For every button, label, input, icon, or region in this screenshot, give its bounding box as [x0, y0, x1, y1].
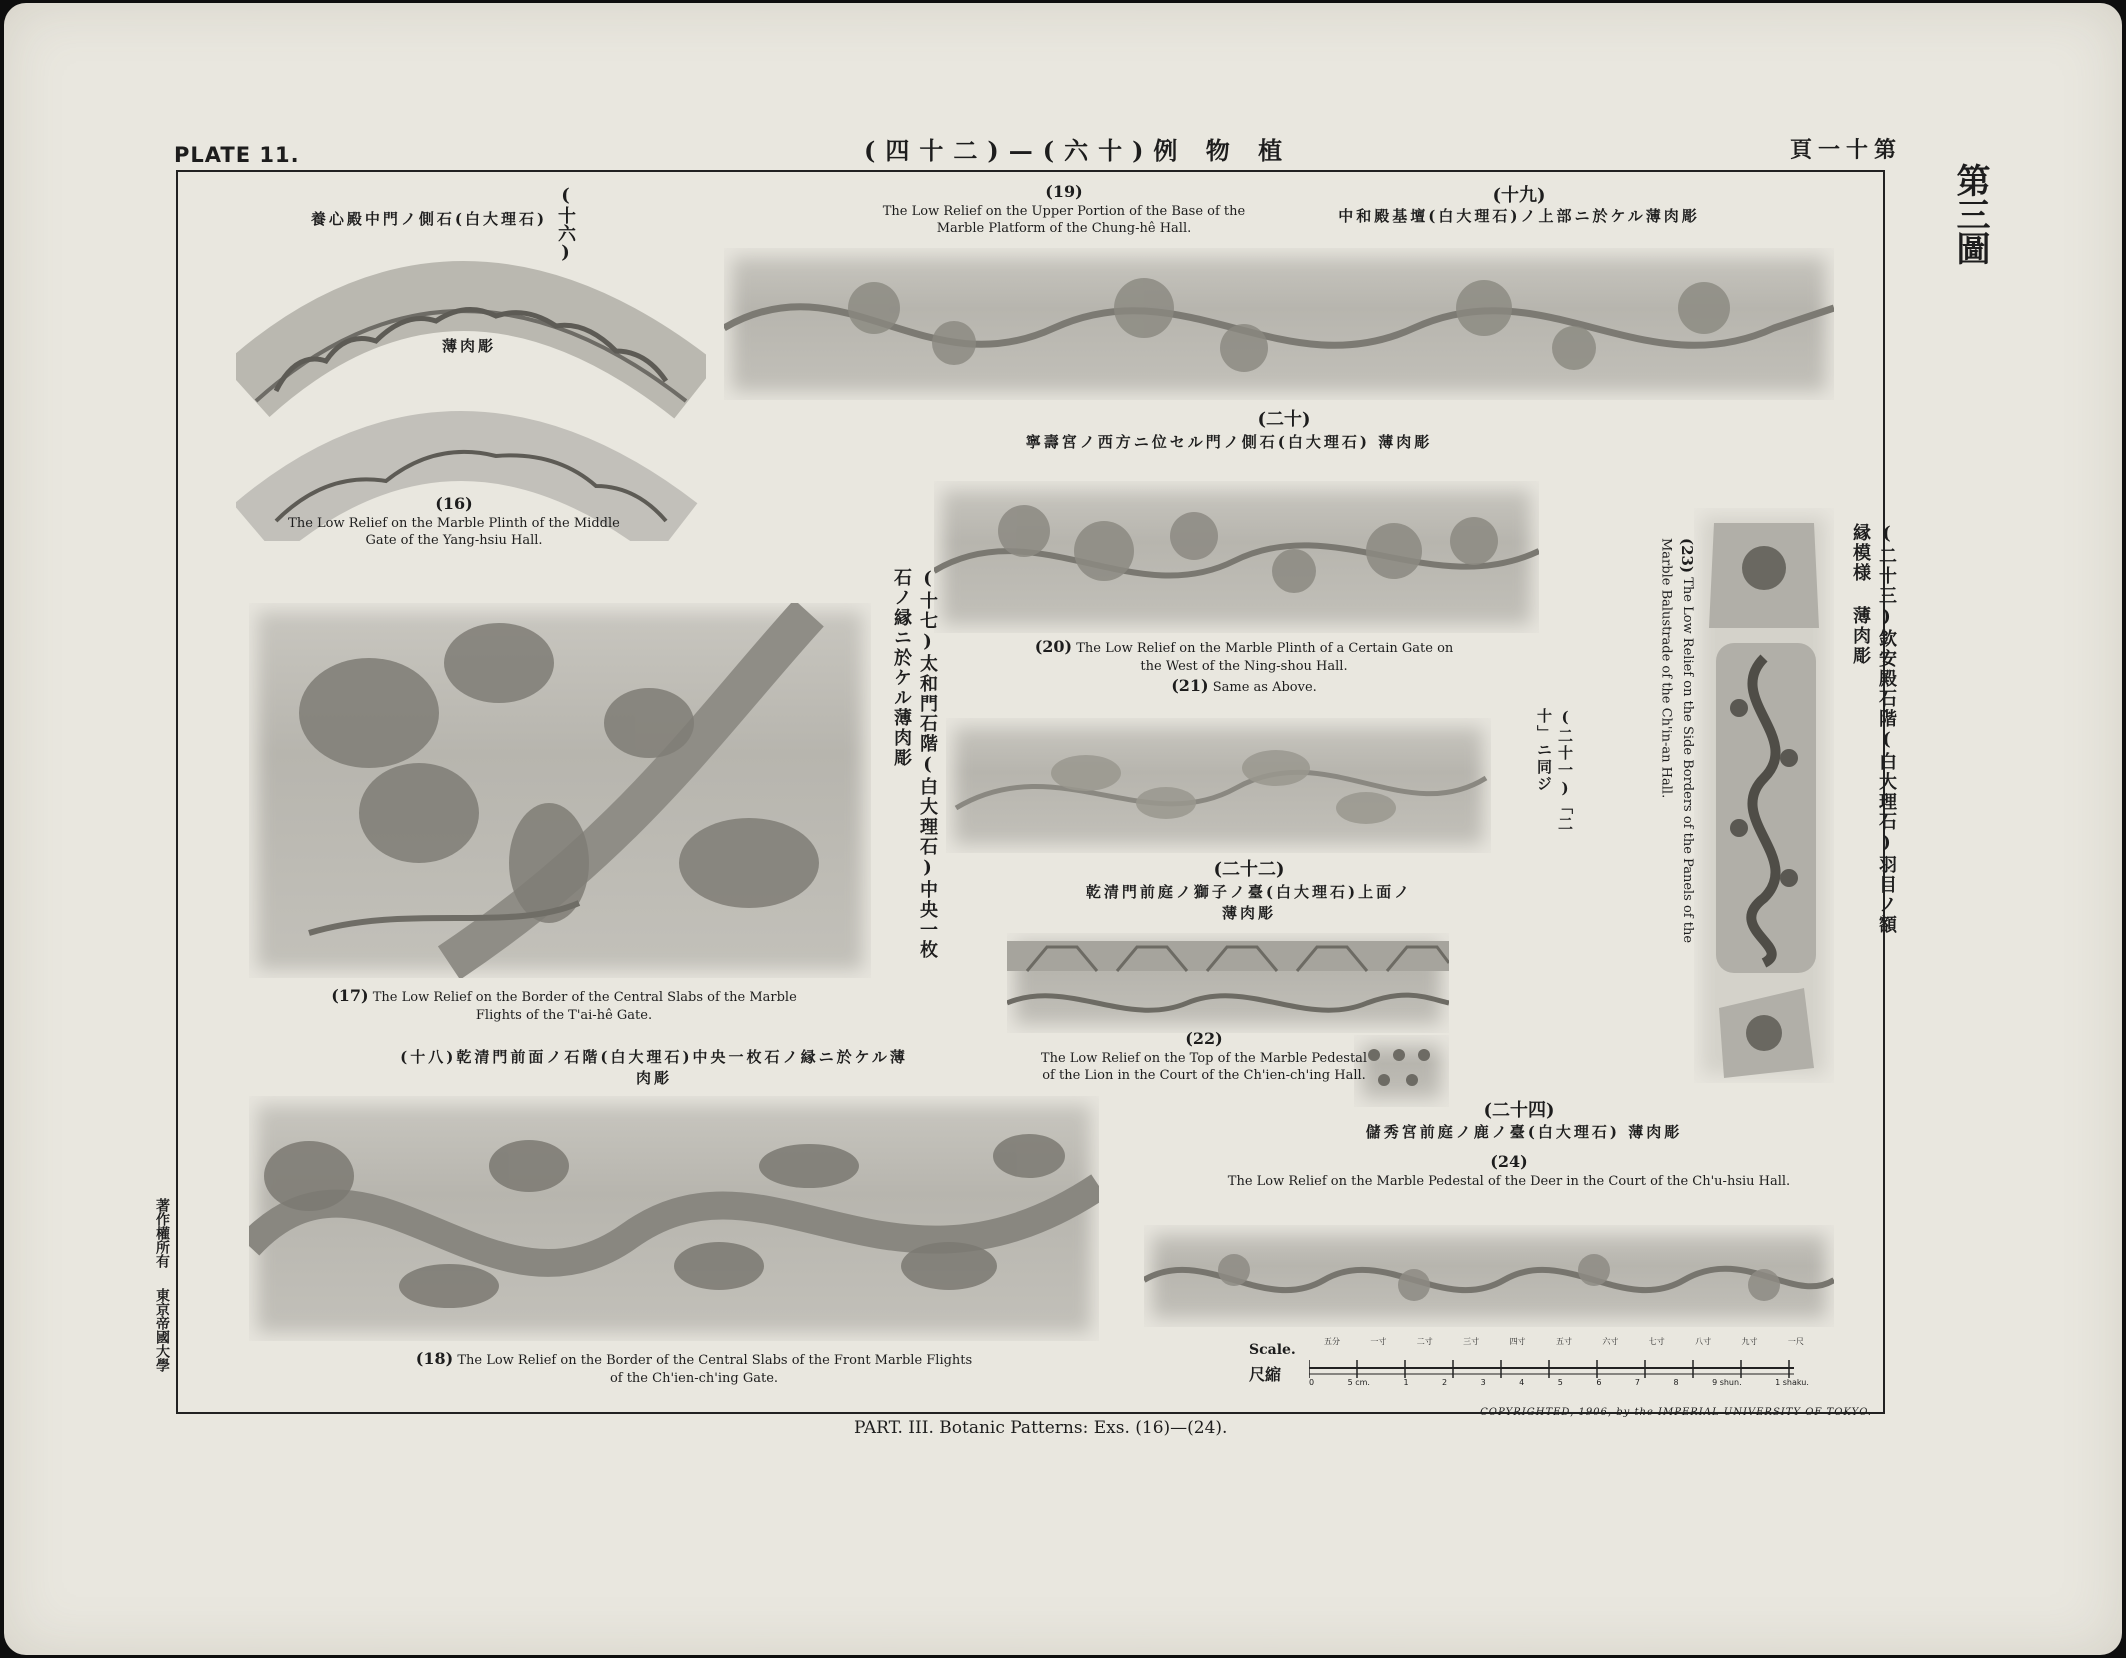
- fig22-number: (22): [1185, 1029, 1223, 1048]
- fig19-caption: [864, 181, 1264, 238]
- fig16-jp-title: 養心殿中門ノ側石(白大理石): [310, 210, 548, 228]
- page-number: 頁一十第: [1789, 137, 1902, 163]
- tick-label: 7: [1634, 1378, 1640, 1387]
- scale-label-jp: 尺縮: [1249, 1365, 1282, 1384]
- fig23-relief-image: [1694, 508, 1834, 1083]
- fig19-relief-image: [724, 248, 1834, 400]
- fig24-english: The Low Relief on the Marble Pedestal of the Deer in the Court of the Ch'u-hsiu Hall.: [1227, 1173, 1791, 1189]
- fig20-caption: [1034, 636, 1454, 697]
- tick-label: 9 shun.: [1712, 1378, 1742, 1387]
- fig20-relief-image: [934, 481, 1539, 633]
- tick-label-jp: 八寸: [1695, 1337, 1712, 1346]
- plate-label: PLATE 11.: [174, 143, 300, 167]
- scale-ticks: [1309, 1378, 1809, 1387]
- tick-label: 8: [1673, 1378, 1679, 1387]
- tick-label: 4: [1519, 1378, 1525, 1387]
- tick-label-jp: 三寸: [1463, 1337, 1480, 1346]
- copyright-notice: COPYRIGHTED, 1906, by the IMPERIAL UNIVERSITY OF TOKYO.: [1480, 1407, 1872, 1418]
- tick-label-jp: 六寸: [1602, 1337, 1619, 1346]
- fig22-english: The Low Relief on the Top of the Marble Pedestal of the Lion in the Court of the Ch'ien-ch'ing Hall.: [1040, 1050, 1368, 1084]
- fig16-caption: [274, 493, 634, 550]
- fig22-jp-number: (二十二): [1213, 859, 1285, 880]
- tick-label: 0: [1309, 1378, 1315, 1387]
- fig23-caption: [1656, 538, 1698, 978]
- fig18-caption: [414, 1348, 974, 1387]
- scale-ticks-jp: [1324, 1336, 1804, 1347]
- tick-label: 3: [1480, 1378, 1486, 1387]
- fig16-jp-number: (十六): [555, 185, 576, 263]
- fig22-relief-image: [1007, 933, 1449, 1033]
- tick-label: 2: [1442, 1378, 1448, 1387]
- fig17-english: The Low Relief on the Border of the Central Slabs of the Marble Flights of the T'ai-hê Gate.: [372, 990, 797, 1023]
- tick-label-jp: 一寸: [1370, 1337, 1387, 1346]
- scale-label-en: Scale.: [1249, 1342, 1296, 1358]
- fig16-inner-label: 薄肉彫: [441, 337, 496, 355]
- fig19-number: (19): [1045, 182, 1083, 201]
- tick-label-jp: 七寸: [1648, 1337, 1665, 1346]
- fig17-jp-title: (十七)太和門石階(白大理石)中央一枚石ノ縁ニ於ケル薄肉彫: [891, 568, 938, 960]
- tick-label-jp: 四寸: [1509, 1337, 1526, 1346]
- fig24-relief-image: [1144, 1225, 1834, 1327]
- fig22-jp-title: 乾清門前庭ノ獅子ノ臺(白大理石)上面ノ薄肉彫: [1085, 883, 1413, 922]
- plate-sheet: [4, 3, 2122, 1655]
- fig17-number: (17): [331, 986, 369, 1005]
- tick-label: 1 shaku.: [1775, 1378, 1809, 1387]
- fig18-number: (18): [415, 1349, 454, 1368]
- fig23-english: The Low Relief on the Side Borders of the Panels of the Marble Balustrade of the Ch'in-an Hall.: [1658, 538, 1695, 944]
- fig20-english: The Low Relief on the Marble Plinth of a Certain Gate on the West of the Ning-shou Hall.: [1076, 641, 1454, 674]
- fig24-jp-number: (二十四): [1483, 1100, 1555, 1121]
- tick-label: 6: [1596, 1378, 1602, 1387]
- fig19-jp-title: 中和殿基壇(白大理石)ノ上部ニ於ケル薄肉彫: [1338, 207, 1700, 225]
- fig17-caption: [309, 985, 819, 1024]
- plate-heading: (四十二)—(六十)例 物 植: [864, 136, 1293, 165]
- fig21-english: Same as Above.: [1212, 680, 1317, 696]
- tick-label-jp: 五分: [1324, 1337, 1340, 1346]
- fig17-relief-image: [249, 603, 871, 978]
- fig18-relief-image: [249, 1096, 1099, 1341]
- fig20-jp-title: 寧壽宮ノ西方ニ位セル門ノ側石(白大理石) 薄肉彫: [1025, 433, 1433, 451]
- tick-label-jp: 九寸: [1741, 1337, 1758, 1346]
- tick-label-jp: 二寸: [1416, 1337, 1433, 1346]
- fig20-jp-number: (二十): [1257, 409, 1311, 430]
- fig22-caption: [1034, 1028, 1374, 1085]
- tick-label-jp: 一尺: [1787, 1337, 1804, 1346]
- tick-label: 5 cm.: [1347, 1378, 1370, 1387]
- fig19-english: The Low Relief on the Upper Portion of the Base of the Marble Platform of the Chung-hê Hall.: [882, 203, 1246, 237]
- fig24-caption: [1204, 1151, 1814, 1190]
- figure-number-vertical: 第三圖: [1950, 163, 1990, 265]
- publisher-jp: 東京帝國大學: [154, 1288, 170, 1372]
- tick-label-jp: 五寸: [1555, 1337, 1572, 1346]
- fig18-jp-title: (十八)乾清門前面ノ石階(白大理石)中央一枚石ノ縁ニ於ケル薄肉彫: [400, 1048, 908, 1087]
- fig21-number: (21): [1171, 676, 1209, 696]
- fig16-english: The Low Relief on the Marble Plinth of the Middle Gate of the Yang-hsiu Hall.: [288, 515, 620, 549]
- copyright-holder-jp: 著作權所有: [154, 1198, 170, 1268]
- fig18-english: The Low Relief on the Border of the Central Slabs of the Front Marble Flights of the Ch'ien-ch'ing Gate.: [457, 1353, 973, 1386]
- tick-label: 5: [1557, 1378, 1563, 1387]
- fig19-jp-number: (十九): [1492, 185, 1546, 206]
- fig16-number: (16): [435, 494, 473, 513]
- fig24-number: (24): [1490, 1152, 1528, 1171]
- fig21-relief-image: [946, 718, 1491, 853]
- plate-footer-caption: PART. III. Botanic Patterns: Exs. (16)—(24).: [854, 1418, 1228, 1438]
- tick-label: 1: [1403, 1378, 1409, 1387]
- fig23-number: (23): [1678, 538, 1696, 574]
- scale-bar: [1249, 1338, 1809, 1398]
- fig21-jp-title: (二十一)「二十」ニ同ジ: [1535, 708, 1574, 833]
- fig20-number: (20): [1034, 637, 1073, 656]
- fig23-jp-title: (二十三)欽安殿石階(白大理石)羽目ノ額縁模様 薄肉彫: [1850, 523, 1897, 935]
- fig24-jp-title: 儲秀宮前庭ノ鹿ノ臺(白大理石) 薄肉彫: [1365, 1123, 1683, 1141]
